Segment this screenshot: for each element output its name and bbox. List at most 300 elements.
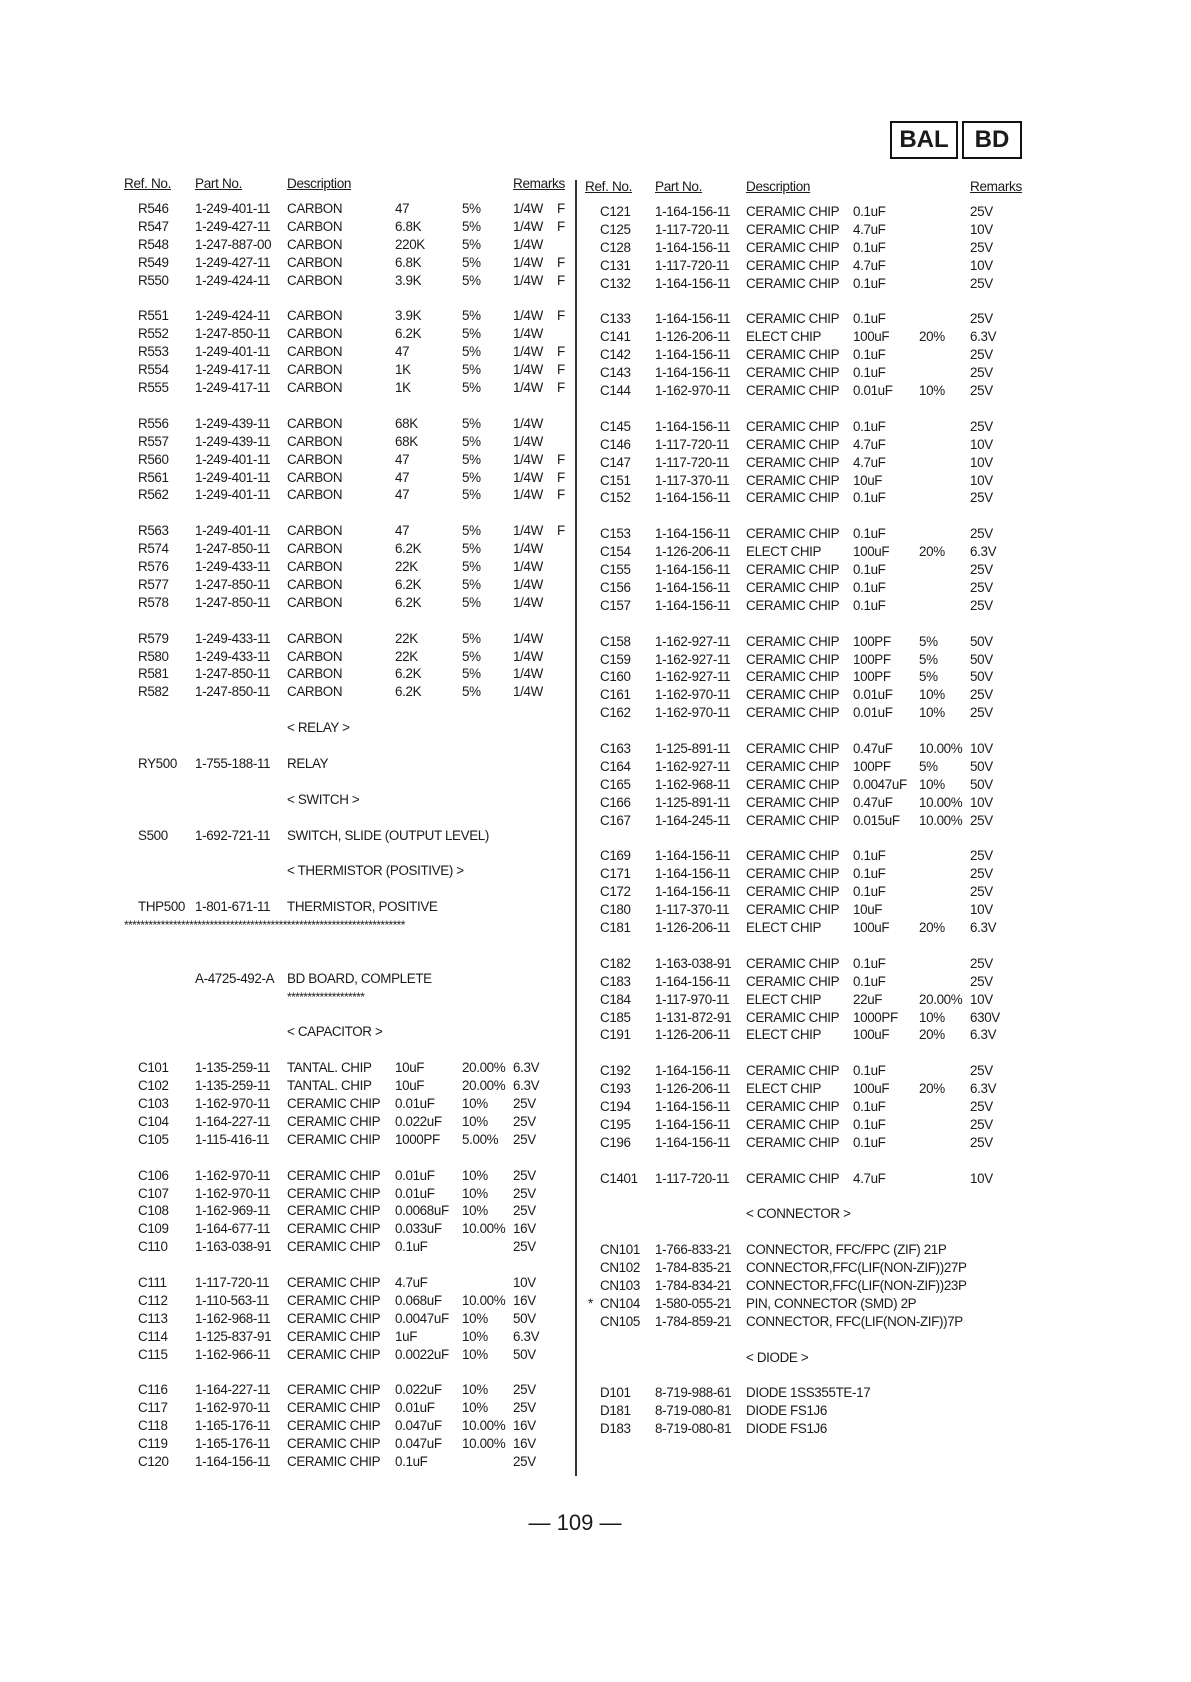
cell-remark: 25V (513, 1131, 536, 1147)
cell-ref: C193 (600, 1081, 631, 1097)
cell-description: CERAMIC CHIP (746, 365, 840, 381)
cell-flag: F (557, 487, 565, 503)
cell-part-no: 1-249-417-11 (195, 380, 271, 395)
cell-remark: 1/4W (513, 308, 543, 324)
cell-remark: 1/4W (513, 326, 543, 342)
cell-description: CERAMIC CHIP (746, 579, 840, 595)
cell-description: CERAMIC CHIP (287, 1185, 381, 1201)
cell-remark: 1/4W (513, 487, 543, 503)
cell-remark: 25V (970, 1134, 993, 1150)
cell-tolerance: 20% (919, 329, 945, 345)
cell-description: CARBON (287, 236, 343, 252)
cell-part-no: 1-580-055-21 (655, 1295, 732, 1311)
section-title: < DIODE > (746, 1349, 809, 1365)
cell-description: CERAMIC CHIP (287, 1346, 381, 1362)
cell-value: 4.7uF (853, 436, 886, 452)
cell-value: 0.1uF (853, 239, 886, 255)
cell-part-no: 1-249-401-11 (195, 201, 271, 216)
cell-remark: 25V (970, 239, 993, 255)
cell-description: CERAMIC CHIP (746, 687, 840, 703)
cell-description: CERAMIC CHIP (746, 526, 840, 542)
cell-flag: F (557, 218, 565, 234)
cell-description: CERAMIC CHIP (746, 633, 840, 649)
cell-ref: D183 (600, 1421, 631, 1437)
cell-remark: 1/4W (513, 254, 543, 270)
cell-ref: R577 (138, 576, 169, 592)
cell-value: 4.7uF (853, 221, 886, 237)
cell-tolerance: 5% (462, 380, 481, 395)
cell-ref: C171 (600, 866, 631, 882)
cell-ref: C166 (600, 794, 631, 810)
cell-value: 0.1uF (853, 526, 886, 542)
cell-ref: R578 (138, 594, 169, 610)
cell-description: CERAMIC CHIP (746, 562, 840, 577)
cell-description: CONNECTOR, FFC(LIF(NON-ZIF))7P (746, 1313, 963, 1329)
cell-flag: F (557, 523, 565, 539)
cell-ref: R546 (138, 201, 169, 216)
cell-ref: R557 (138, 433, 169, 449)
cell-remark: 50V (513, 1346, 536, 1362)
cell-description: CERAMIC CHIP (746, 884, 840, 900)
cell-remark: 25V (970, 812, 993, 828)
cell-remark: 1/4W (513, 576, 543, 592)
cell-tolerance: 5% (462, 684, 481, 700)
cell-ref: C161 (600, 687, 631, 703)
cell-part-no: 1-247-850-11 (195, 684, 271, 700)
cell-description: CERAMIC CHIP (746, 741, 840, 756)
section-title: < SWITCH > (287, 791, 360, 807)
cell-part-no: 1-766-833-21 (655, 1242, 732, 1258)
cell-tolerance: 10% (919, 776, 945, 792)
cell-flag: F (557, 344, 565, 360)
cell-part-no: 1-162-927-11 (655, 758, 731, 774)
header-part-no-right: Part No. (655, 179, 703, 194)
cell-tolerance: 10% (462, 1167, 488, 1183)
cell-ref: C182 (600, 955, 631, 971)
cell-part-no: 1-249-401-11 (195, 487, 271, 503)
cell-ref: R562 (138, 487, 169, 503)
cell-remark: 6.3V (970, 544, 997, 560)
cell-flag: F (557, 469, 565, 485)
cell-part-no: 1-162-927-11 (655, 669, 731, 685)
cell-ref: C184 (600, 991, 631, 1007)
cell-ref: C167 (600, 812, 631, 828)
cell-remark: 6.3V (513, 1328, 540, 1344)
cell-description: CERAMIC CHIP (287, 1292, 381, 1308)
cell-ref: C128 (600, 239, 631, 255)
cell-value: 100uF (853, 1081, 890, 1097)
cell-description: CERAMIC CHIP (746, 1170, 840, 1186)
cell-flag: F (557, 272, 565, 288)
cell-part-no: 1-165-176-11 (195, 1436, 271, 1452)
cell-description: PIN, CONNECTOR (SMD) 2P (746, 1295, 917, 1311)
header-part-no-left: Part No. (195, 176, 243, 191)
cell-value: 4.7uF (853, 257, 886, 273)
cell-ref: C169 (600, 848, 631, 864)
cell-value: 0.1uF (853, 275, 886, 291)
cell-value: 1000PF (395, 1131, 440, 1147)
cell-value: 6.2K (395, 684, 422, 700)
cell-remark: 1/4W (513, 594, 543, 610)
cell-tolerance: 5% (919, 651, 938, 667)
cell-remark: 25V (970, 579, 993, 595)
cell-part-no: 1-126-206-11 (655, 1027, 731, 1043)
cell-description: CERAMIC CHIP (287, 1328, 381, 1344)
cell-value: 0.1uF (853, 579, 886, 595)
cell-ref: R563 (138, 523, 169, 539)
cell-value: 0.1uF (853, 955, 886, 971)
cell-remark: 10V (970, 741, 993, 756)
cell-part-no: 1-784-834-21 (655, 1278, 732, 1293)
cell-part-no: 1-125-891-11 (655, 794, 731, 810)
cell-remark: 25V (970, 687, 993, 703)
cell-part-no: 1-164-156-11 (655, 490, 731, 506)
cell-value: 100uF (853, 1027, 890, 1043)
cell-remark: 10V (970, 221, 993, 237)
section-title: < RELAY > (287, 720, 350, 736)
cell-ref: C159 (600, 651, 631, 667)
cell-tolerance: 10% (462, 1185, 488, 1201)
cell-ref: CN104 (600, 1295, 640, 1311)
cell-tolerance: 5% (462, 576, 481, 592)
cell-part-no: 1-249-433-11 (195, 648, 271, 664)
cell-description: CERAMIC CHIP (746, 651, 840, 667)
cell-part-no: 1-164-156-11 (655, 597, 731, 613)
cell-description: CARBON (287, 308, 343, 324)
cell-remark: 10V (970, 794, 993, 810)
cell-part-no: 1-117-720-11 (655, 436, 730, 452)
cell-value: 0.0068uF (395, 1203, 449, 1219)
cell-part-no: 1-249-401-11 (195, 451, 271, 467)
cell-ref: S500 (138, 827, 168, 843)
cell-part-no: 1-249-401-11 (195, 469, 271, 485)
cell-ref: R576 (138, 559, 169, 574)
cell-remark: 25V (970, 526, 993, 542)
cell-tolerance: 10.00% (919, 812, 963, 828)
cell-tolerance: 5% (462, 648, 481, 664)
cell-ref: C195 (600, 1116, 631, 1132)
cell-description: CARBON (287, 201, 343, 216)
cell-description: CERAMIC CHIP (287, 1275, 381, 1290)
cell-value: 10uF (853, 472, 883, 488)
cell-part-no: 1-162-968-11 (655, 776, 731, 792)
cell-part-no: 1-249-417-11 (195, 362, 271, 378)
cell-remark: 50V (970, 669, 993, 685)
cell-tolerance: 5% (919, 669, 938, 685)
cell-remark: 25V (970, 311, 993, 327)
cell-flag: F (557, 451, 565, 467)
cell-value: 6.2K (395, 666, 422, 682)
header-description-right: Description (746, 179, 811, 194)
cell-ref: R552 (138, 326, 169, 342)
cell-tolerance: 5% (462, 469, 481, 485)
cell-remark: 1/4W (513, 344, 543, 360)
cell-value: 0.1uF (853, 1134, 886, 1150)
cell-remark: 25V (970, 365, 993, 381)
cell-description: RELAY (287, 755, 329, 771)
cell-remark: 10V (970, 991, 993, 1007)
cell-value: 0.1uF (853, 1099, 886, 1114)
cell-description: CERAMIC CHIP (746, 1009, 840, 1025)
cell-part-no: 1-164-156-11 (655, 562, 731, 577)
cell-tolerance: 5% (462, 254, 481, 270)
cell-description: CERAMIC CHIP (287, 1203, 381, 1219)
cell-tolerance: 5% (462, 326, 481, 342)
cell-ref: C106 (138, 1167, 169, 1183)
cell-description: CARBON (287, 576, 343, 592)
cell-part-no: 1-164-677-11 (195, 1221, 271, 1237)
cell-tolerance: 5% (462, 666, 481, 682)
cell-value: 220K (395, 236, 425, 252)
cell-description: CERAMIC CHIP (746, 239, 840, 255)
cell-ref: R582 (138, 684, 169, 700)
cell-part-no: 1-249-427-11 (195, 218, 271, 234)
cell-description: CARBON (287, 254, 343, 270)
cell-remark: 25V (513, 1454, 536, 1469)
cell-remark: 630V (970, 1009, 1000, 1025)
cell-ref: R553 (138, 344, 169, 360)
cell-remark: 25V (970, 1099, 993, 1114)
cell-ref: C101 (138, 1060, 169, 1076)
cell-value: 6.8K (395, 254, 422, 270)
cell-ref: THP500 (138, 899, 186, 915)
section-title: < THERMISTOR (POSITIVE) > (287, 863, 464, 879)
cell-remark: 1/4W (513, 469, 543, 485)
cell-tolerance: 20% (919, 544, 945, 560)
cell-description: CERAMIC CHIP (746, 472, 840, 488)
cell-value: 0.1uF (853, 973, 886, 989)
cell-part-no: 1-131-872-91 (655, 1009, 732, 1025)
cell-ref: C172 (600, 884, 631, 900)
cell-description: ELECT CHIP (746, 920, 822, 935)
cell-part-no: 1-164-156-11 (655, 1134, 731, 1150)
cell-value: 47 (395, 523, 410, 539)
cell-description: CERAMIC CHIP (746, 383, 840, 398)
cell-value: 0.47uF (853, 741, 893, 756)
model-badge-bal: BAL (890, 121, 958, 159)
cell-ref: C165 (600, 776, 631, 792)
cell-ref: R574 (138, 541, 169, 557)
cell-ref: C180 (600, 902, 631, 918)
cell-part-no: 1-164-156-11 (655, 848, 731, 864)
cell-ref: C110 (138, 1239, 168, 1255)
cell-description: SWITCH, SLIDE (OUTPUT LEVEL) (287, 827, 490, 843)
header-remarks-left: Remarks (513, 176, 565, 191)
cell-part-no: 1-164-227-11 (195, 1113, 271, 1129)
cell-value: 0.1uF (853, 1116, 886, 1132)
separator: ********************************************************************* (124, 918, 405, 932)
cell-part-no: 1-247-850-11 (195, 326, 271, 342)
cell-tolerance: 5% (919, 758, 938, 774)
cell-tolerance: 5% (462, 272, 481, 288)
section-title: < CONNECTOR > (746, 1206, 851, 1222)
cell-value: 22K (395, 559, 418, 574)
cell-description: TANTAL. CHIP (287, 1060, 372, 1076)
cell-part-no: 1-162-966-11 (195, 1346, 271, 1362)
cell-value: 1000PF (853, 1009, 898, 1025)
cell-remark: 25V (513, 1167, 536, 1183)
cell-description: CARBON (287, 594, 343, 610)
cell-remark: 10V (970, 436, 993, 452)
cell-value: 0.0047uF (853, 776, 907, 792)
cell-value: 0.1uF (853, 311, 886, 327)
cell-value: 6.8K (395, 218, 422, 234)
cell-remark: 25V (970, 204, 993, 219)
cell-value: 0.47uF (853, 794, 893, 810)
cell-tolerance: 5% (462, 559, 481, 574)
cell-ref: C164 (600, 758, 631, 774)
cell-value: 22K (395, 630, 418, 646)
cell-part-no: 1-164-156-11 (655, 365, 731, 381)
cell-part-no: 1-126-206-11 (655, 544, 731, 560)
cell-value: 0.1uF (853, 418, 886, 434)
cell-description: DIODE FS1J6 (746, 1403, 827, 1419)
cell-remark: 10V (970, 1170, 993, 1186)
cell-tolerance: 10% (462, 1346, 488, 1362)
cell-value: 0.047uF (395, 1436, 442, 1452)
cell-part-no: 1-117-720-11 (195, 1275, 270, 1290)
cell-value: 4.7uF (395, 1275, 428, 1290)
cell-remark: 25V (513, 1239, 536, 1255)
header-description-left: Description (287, 176, 352, 191)
cell-tolerance: 10% (919, 1009, 945, 1025)
cell-value: 0.1uF (853, 365, 886, 381)
cell-value: 100uF (853, 329, 890, 345)
cell-remark: 1/4W (513, 236, 543, 252)
cell-tolerance: 20.00% (919, 991, 963, 1007)
cell-part-no: 1-126-206-11 (655, 920, 731, 935)
cell-part-no: 1-162-970-11 (195, 1167, 271, 1183)
cell-part-no: 1-249-401-11 (195, 344, 271, 360)
cell-value: 0.0047uF (395, 1310, 449, 1326)
cell-ref: C147 (600, 454, 631, 470)
cell-remark: 1/4W (513, 666, 543, 682)
cell-value: 4.7uF (853, 454, 886, 470)
cell-part-no: 1-162-970-11 (655, 383, 731, 398)
cell-description: CARBON (287, 630, 343, 646)
cell-description: CONNECTOR,FFC(LIF(NON-ZIF))27P (746, 1260, 967, 1276)
cell-tolerance: 10% (462, 1400, 488, 1416)
cell-ref: R554 (138, 362, 169, 378)
cell-remark: 1/4W (513, 218, 543, 234)
cell-ref: C119 (138, 1436, 168, 1452)
cell-ref: CN102 (600, 1260, 640, 1276)
cell-description: CERAMIC CHIP (287, 1436, 381, 1452)
cell-ref: C143 (600, 365, 631, 381)
cell-ref: R548 (138, 236, 169, 252)
cell-description: CARBON (287, 559, 343, 574)
cell-ref: C105 (138, 1131, 169, 1147)
cell-value: 0.01uF (853, 687, 893, 703)
cell-tolerance: 10% (462, 1203, 488, 1219)
cell-ref: C158 (600, 633, 631, 649)
cell-tolerance: 10% (919, 687, 945, 703)
cell-description: CARBON (287, 523, 343, 539)
cell-ref: C113 (138, 1310, 168, 1326)
cell-tolerance: 10% (462, 1382, 488, 1398)
cell-description: CERAMIC CHIP (746, 275, 840, 291)
cell-description: CERAMIC CHIP (287, 1400, 381, 1416)
cell-ref: C142 (600, 347, 631, 363)
cell-tolerance: 10.00% (462, 1436, 506, 1452)
cell-description: TANTAL. CHIP (287, 1078, 372, 1094)
cell-value: 0.1uF (853, 562, 886, 577)
cell-ref: C112 (138, 1292, 168, 1308)
cell-value: 3.9K (395, 308, 422, 324)
cell-remark: 50V (970, 651, 993, 667)
cell-value: 1uF (395, 1328, 418, 1344)
cell-value: 0.01uF (395, 1400, 435, 1416)
cell-value: 47 (395, 201, 410, 216)
cell-remark: 25V (513, 1185, 536, 1201)
cell-value: 1K (395, 362, 411, 378)
cell-ref: C107 (138, 1185, 169, 1201)
cell-remark: 25V (970, 490, 993, 506)
cell-ref: C185 (600, 1009, 631, 1025)
cell-value: 68K (395, 433, 418, 449)
cell-description: CARBON (287, 362, 343, 378)
cell-remark: 6.3V (513, 1078, 540, 1094)
cell-part-no: 8-719-080-81 (655, 1403, 732, 1419)
cell-part-no: 1-162-970-11 (655, 687, 731, 703)
cell-remark: 6.3V (970, 329, 997, 345)
cell-part-no: 1-249-401-11 (195, 523, 271, 539)
cell-part-no: 1-164-156-11 (655, 866, 731, 882)
cell-value: 100PF (853, 651, 891, 667)
cell-part-no: 1-117-370-11 (655, 902, 730, 918)
cell-value: 1K (395, 380, 411, 395)
cell-tolerance: 20% (919, 1027, 945, 1043)
cell-value: 0.01uF (395, 1096, 435, 1111)
cell-remark: 16V (513, 1292, 536, 1308)
cell-part-no: 1-164-156-11 (655, 1116, 731, 1132)
cell-flag: F (557, 254, 565, 270)
cell-remark: 25V (513, 1382, 536, 1398)
cell-flag: F (557, 380, 565, 395)
cell-remark: 16V (513, 1418, 536, 1434)
cell-description: CERAMIC CHIP (287, 1221, 381, 1237)
cell-part-no: 1-164-156-11 (655, 418, 731, 434)
cell-ref: C145 (600, 418, 631, 434)
cell-tolerance: 5% (462, 594, 481, 610)
cell-description: DIODE 1SS355TE-17 (746, 1385, 871, 1401)
cell-ref: C125 (600, 221, 631, 237)
cell-part-no: 1-249-433-11 (195, 630, 271, 646)
cell-value: 0.0022uF (395, 1346, 449, 1362)
cell-value: 47 (395, 469, 410, 485)
cell-ref: C144 (600, 383, 631, 398)
cell-ref: C192 (600, 1063, 631, 1079)
cell-value: 47 (395, 344, 410, 360)
cell-part-no: 1-126-206-11 (655, 329, 731, 345)
cell-description: CERAMIC CHIP (746, 597, 840, 613)
cell-tolerance: 5% (462, 433, 481, 449)
cell-tolerance: 10.00% (462, 1292, 506, 1308)
cell-description: CERAMIC CHIP (746, 454, 840, 470)
cell-part-no: 1-164-156-11 (655, 973, 731, 989)
cell-value: 22K (395, 648, 418, 664)
cell-ref: C118 (138, 1418, 168, 1434)
cell-description: CERAMIC CHIP (287, 1113, 381, 1129)
cell-tolerance: 20% (919, 920, 945, 935)
cell-value: 6.2K (395, 576, 422, 592)
cell-ref: C133 (600, 311, 631, 327)
cell-description: ELECT CHIP (746, 991, 822, 1007)
cell-part-no: 1-164-156-11 (655, 884, 731, 900)
cell-flag: F (557, 308, 565, 324)
cell-value: 0.1uF (395, 1239, 428, 1255)
cell-description: CERAMIC CHIP (746, 1063, 840, 1079)
